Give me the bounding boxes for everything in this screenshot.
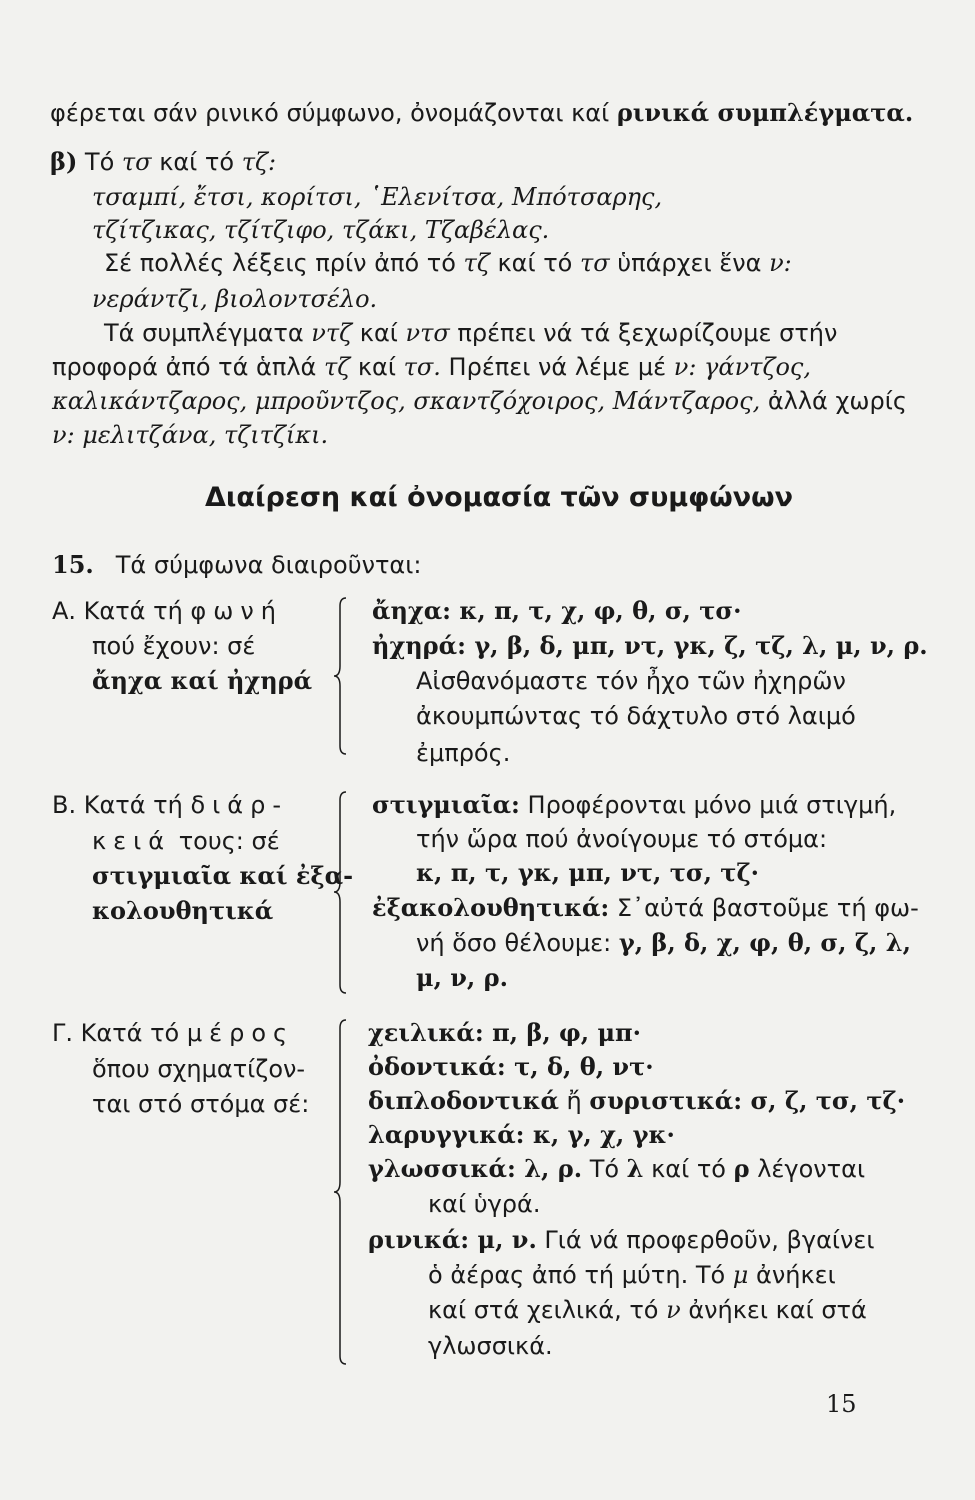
g-right-line-7 [368, 1225, 875, 1255]
section-15-line [52, 550, 421, 580]
aihxa-letters: κ, π, τ, χ, φ, θ, σ, τσ· [451, 596, 742, 625]
tz-term: τζ: [241, 148, 277, 176]
glossika-desc-2: καί τό [643, 1155, 734, 1183]
para-text: ἀλλά χωρίς [760, 387, 907, 415]
a-right-line-3: Αἰσθανόμαστε τόν ἦχο τῶν ἠχηρῶν [416, 667, 846, 695]
b-label-line-1 [52, 790, 288, 820]
example-line-1: τσαμπί, ἔτσι, κορίτσι, ῾Ελενίτσα, Μπότσαρης, [92, 183, 663, 211]
g-right-line-5 [368, 1154, 865, 1184]
brace-b [332, 790, 350, 995]
term-laryggika: λαρυγγικά: [368, 1120, 525, 1149]
example-line-3: νεράντζι, βιολοντσέλο. [92, 285, 378, 313]
section-text: Τά σύμφωνα διαιροῦνται: [115, 551, 422, 579]
rho-letter: ρ [733, 1154, 750, 1183]
brace-g [332, 1018, 350, 1366]
b-right-line-5 [416, 928, 911, 958]
term-stigmiaia: στιγμιαῖα: [372, 790, 520, 819]
beta-label: β) [50, 147, 78, 176]
ts-term: τσ. [403, 353, 441, 381]
glossika-desc: Τό [582, 1155, 627, 1183]
note-text-2: καί τό [489, 249, 580, 277]
a-label-text: Α. Κατά τή [52, 597, 191, 625]
term-rinika: ρινικά: [368, 1225, 470, 1254]
odontika-letters: τ, δ, θ, ντ· [505, 1052, 654, 1081]
g-right-line-6: καί ὑγρά. [428, 1190, 541, 1218]
section-heading: Διαίρεση καί ὀνομασία τῶν συμφώνων [205, 482, 794, 513]
para-text-3: πρέπει νά τά ξεχωρίζουμε στήν [449, 319, 838, 347]
b-right-line-6: μ, ν, ρ. [416, 963, 508, 992]
para-line-1 [104, 318, 837, 348]
para-text: προφορά ἀπό τά ἁπλά [52, 353, 324, 381]
rinika-desc-4: καί στά χειλικά, τό [428, 1296, 667, 1324]
b-label-text-2: τους: σέ [171, 827, 280, 855]
ixira-letters: γ, β, δ, μπ, ντ, γκ, ζ, τζ, λ, μ, ν, ρ. [465, 631, 928, 660]
term-xeilika: χειλικά: [368, 1018, 484, 1047]
beta-line [50, 147, 276, 177]
example-words: καλικάντζαρος, μπροῦντζος, σκαντζόχοιρος, Μάντζαρος, [52, 387, 761, 415]
para-text-3: Πρέπει νά λέμε μέ [440, 353, 674, 381]
term-rinika-symplegmata: ρινικά συμπλέγματα. [616, 98, 914, 127]
rinika-letters: μ, ν. [469, 1225, 537, 1254]
nu-letter: ν [666, 1296, 681, 1324]
nts-term: ντσ [405, 319, 450, 347]
g-label-text: Γ. Κατά τό [52, 1019, 187, 1047]
or-text: ἤ [558, 1087, 590, 1115]
g-label-line-1 [52, 1018, 294, 1048]
beta-text: Τό [77, 148, 122, 176]
para-line-4: ν: μελιτζάνα, τζιτζίκι. [52, 421, 329, 449]
brace-a [332, 596, 350, 756]
tz-term: τζ [463, 249, 490, 277]
term-glossika: γλωσσικά: [368, 1154, 516, 1183]
term-diplodontika: διπλοδοντικά [368, 1086, 559, 1115]
example-gantzos: ν: γάντζος, [673, 353, 811, 381]
rinika-desc: Γιά νά προφερθοῦν, βγαίνει [536, 1226, 875, 1254]
b-right-line-4 [372, 893, 919, 923]
g-label-line-3: ται στό στόμα σέ: [92, 1090, 310, 1118]
term-exakolouthitika: ἐξακολουθητικά: [372, 893, 610, 922]
mu-letter: μ [732, 1261, 749, 1289]
g-spaced-term: μέρος [186, 1019, 295, 1047]
note-line [104, 248, 792, 278]
intro-line-1 [50, 98, 913, 128]
a-right-line-5: ἐμπρός. [416, 739, 511, 767]
b-label-text: Β. Κατά τή [52, 791, 191, 819]
term-odontika: ὀδοντικά: [368, 1052, 506, 1081]
a-right-line-1 [372, 596, 741, 626]
g-right-line-9 [428, 1295, 867, 1325]
a-label-line-3: ἄηχα καί ἠχηρά [92, 666, 313, 695]
a-right-line-4: ἀκουμπώντας τό δάχτυλο στό λαιμό [416, 702, 856, 730]
laryggika-letters: κ, γ, χ, γκ· [524, 1120, 675, 1149]
n-term: ν: [769, 249, 792, 277]
term-ixira: ἠχηρά: [372, 631, 466, 660]
a-right-line-2 [372, 631, 928, 661]
b-label-line-3: στιγμιαῖα καί ἐξα- [92, 861, 354, 890]
para-text-2: καί [352, 319, 406, 347]
rinika-desc-5: ἀνήκει καί στά [680, 1296, 867, 1324]
para-text: Τά συμπλέγματα [104, 319, 312, 347]
ntz-term: ντζ [311, 319, 353, 347]
a-spaced-term: φωνή [190, 597, 283, 625]
ts-term: τσ [121, 148, 152, 176]
g-right-line-10: γλωσσικά. [428, 1332, 553, 1360]
beta-text-2: καί τό [151, 148, 242, 176]
b-right-line-1 [372, 790, 896, 820]
para-line-3 [52, 386, 907, 416]
b-label-line-2 [92, 826, 280, 856]
exakolouthitika-desc-2: νή ὅσο θέλουμε: [416, 929, 619, 957]
term-syristika: συριστικά: [589, 1086, 743, 1115]
note-text: Σέ πολλές λέξεις πρίν ἀπό τό [104, 249, 464, 277]
glossika-desc-3: λέγονται [749, 1155, 866, 1183]
tz-term: τζ [323, 353, 351, 381]
page-number: 15 [826, 1390, 857, 1418]
a-label-line-1 [52, 596, 283, 626]
g-right-line-8 [428, 1260, 836, 1290]
ts-term: τσ [579, 249, 610, 277]
lambda-letter: λ [626, 1154, 644, 1183]
exakolouthitika-letters: γ, β, δ, χ, φ, θ, σ, ζ, λ, [618, 928, 911, 957]
g-right-line-1 [368, 1018, 641, 1048]
g-right-line-2 [368, 1052, 654, 1082]
section-number: 15. [52, 550, 94, 579]
intro-text: φέρεται σάν ρινικό σύμφωνο, ὀνομάζονται καί [50, 99, 617, 127]
term-aihxa: ἄηχα: [372, 596, 452, 625]
syristika-letters: σ, ζ, τσ, τζ· [742, 1086, 906, 1115]
b-label-line-4: κολουθητικά [92, 896, 274, 925]
xeilika-letters: π, β, φ, μπ· [483, 1018, 641, 1047]
example-line-2: τζίτζικας, τζίτζιφο, τζάκι, Τζαβέλας. [92, 216, 550, 244]
note-text-3: ὑπάρχει ἕνα [609, 249, 770, 277]
glossika-letters: λ, ρ. [515, 1154, 583, 1183]
para-text-2: καί [350, 353, 404, 381]
g-right-line-3 [368, 1086, 905, 1116]
g-label-line-2: ὅπου σχηματίζον- [92, 1055, 306, 1083]
rinika-desc-2: ὁ ἀέρας ἀπό τή μύτη. Τό [428, 1261, 733, 1289]
b-right-line-3: κ, π, τ, γκ, μπ, ντ, τσ, τζ· [416, 858, 760, 887]
b-spaced-term-2: κειά [92, 827, 172, 855]
b-spaced-term: διάρ- [190, 791, 288, 819]
rinika-desc-3: ἀνήκει [748, 1261, 836, 1289]
para-line-2 [52, 352, 811, 382]
g-right-line-4 [368, 1120, 675, 1150]
exakolouthitika-desc: Σ᾽αὐτά βαστοῦμε τή φω- [609, 894, 919, 922]
a-label-line-2: πού ἔχουν: σέ [92, 632, 256, 660]
b-right-line-2: τήν ὥρα πού ἀνοίγουμε τό στόμα: [416, 825, 828, 853]
stigmiaia-desc: Προφέρονται μόνο μιά στιγμή, [519, 791, 897, 819]
